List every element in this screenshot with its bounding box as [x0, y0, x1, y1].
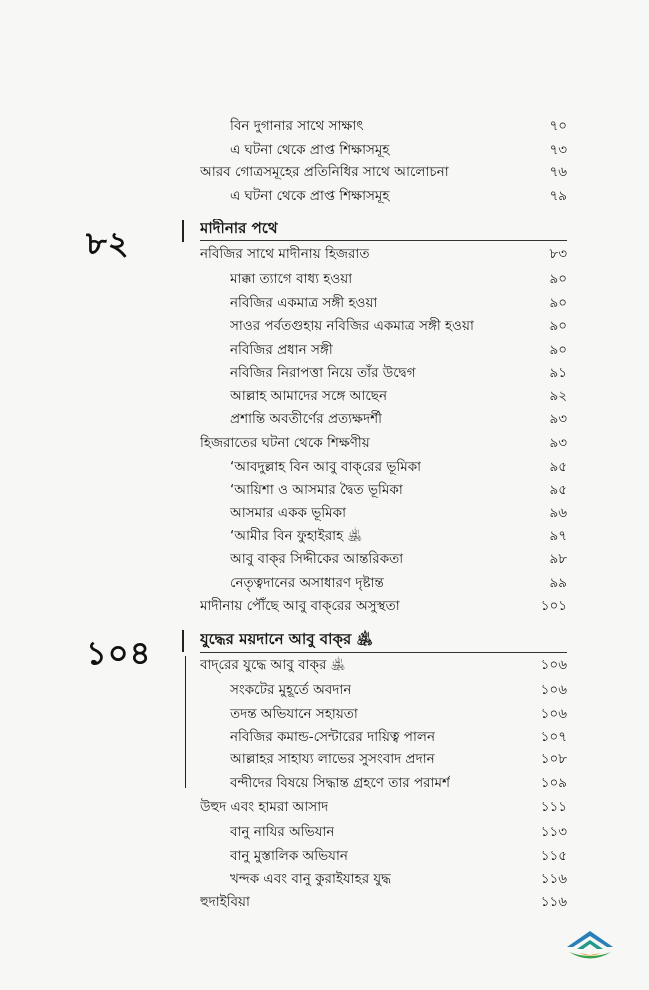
- toc-entry-page: ১১৫: [540, 848, 567, 864]
- toc-entry-page: ৯৩: [549, 411, 567, 427]
- toc-entry: [230, 847, 567, 865]
- toc-entry-page: ৯২: [549, 388, 567, 404]
- toc-entry-page: ৯৫: [549, 459, 567, 475]
- toc-entry: [230, 870, 567, 888]
- toc-entry-page: ৯৮: [549, 551, 567, 567]
- toc-entry-page: ৭৬: [549, 164, 567, 180]
- chapter-number: ১০৪: [86, 634, 152, 672]
- chapter-divider: [182, 220, 184, 242]
- toc-entry-title: মাদীনায় পৌঁছে আবু বাক্‌রের অসুস্থতা: [200, 598, 400, 614]
- toc-entry-title: নবিজির সাথে মাদীনায় হিজরাত: [200, 246, 370, 262]
- toc-entry: [230, 527, 567, 545]
- toc-entry: [230, 728, 567, 746]
- toc-entry-title: আল্লাহ আমাদের সঙ্গে আছেন: [230, 388, 388, 404]
- toc-entry: [230, 750, 567, 768]
- toc-entry-page: ৯৯: [549, 575, 567, 591]
- toc-entry-page: ৯০: [549, 295, 567, 311]
- toc-entry-title: বানু মুস্তালিক অভিযান: [230, 848, 348, 864]
- toc-entry-title: তদন্ত অভিযানে সহায়তা: [230, 706, 358, 722]
- chapter-rule: [200, 652, 567, 653]
- toc-entry-title: আসমার একক ভূমিকা: [230, 505, 347, 521]
- toc-entry-title: বিন দুগানার সাথে সাক্ষাৎ: [230, 118, 364, 134]
- toc-entry-page: ৯৭: [549, 528, 567, 544]
- toc-entry: [230, 550, 567, 568]
- toc-entry: [200, 163, 567, 181]
- toc-entry-title: এ ঘটনা থেকে প্রাপ্ত শিক্ষাসমূহ: [230, 142, 390, 158]
- toc-entry: [230, 117, 567, 135]
- toc-entry-title: নবিজির নিরাপত্তা নিয়ে তাঁর উদ্বেগ: [230, 365, 416, 381]
- toc-entry-title: নবিজির কমান্ড-সেন্টারের দায়িত্ব পালন: [230, 729, 436, 745]
- chapter-number: ৮২: [86, 224, 130, 262]
- chapter-divider: [182, 630, 184, 652]
- toc-entry-page: ১০৬: [540, 657, 567, 673]
- toc-entry: [230, 504, 567, 522]
- toc-entry: [230, 574, 567, 592]
- toc-entry-page: ১০৭: [540, 729, 567, 745]
- chapter-title: যুদ্ধের ময়দানে আবু বাক্‌র ﵁: [200, 630, 373, 648]
- toc-entry-page: ১০৮: [540, 751, 567, 767]
- chapter-title: মাদীনার পথে: [200, 219, 278, 237]
- toc-entry: [230, 774, 567, 792]
- toc-entry-page: ১১৩: [540, 824, 567, 840]
- toc-entry-title: হুদাইবিয়া: [200, 894, 250, 910]
- toc-entry-page: ৯৫: [549, 482, 567, 498]
- toc-entry-title: ‘আয়িশা ও আসমার দ্বৈত ভূমিকা: [230, 482, 403, 498]
- toc-entry: [200, 893, 567, 911]
- toc-entry-page: ৯৬: [549, 505, 567, 521]
- publisher-logo-icon: [563, 925, 617, 965]
- chapter-rule: [200, 240, 567, 241]
- toc-entry-title: এ ঘটনা থেকে প্রাপ্ত শিক্ষাসমূহ: [230, 188, 390, 204]
- toc-entry: [230, 317, 567, 335]
- toc-entry: [230, 341, 567, 359]
- toc-entry-page: ১১৬: [540, 894, 567, 910]
- toc-entry: [200, 798, 567, 816]
- toc-entry-title: নবিজির একমাত্র সঙ্গী হওয়া: [230, 295, 378, 311]
- toc-entry-title: উহুদ এবং হামরা আসাদ: [200, 799, 329, 815]
- toc-entry: [230, 458, 567, 476]
- toc-entry: [230, 270, 567, 288]
- toc-entry: [200, 597, 567, 615]
- section-bar: [185, 656, 186, 788]
- toc-entry-title: নবিজির প্রধান সঙ্গী: [230, 342, 333, 358]
- toc-entry-title: বাদ্‌রের যুদ্ধে আবু বাক্‌র ﵁: [200, 657, 346, 673]
- toc-entry-title: মাক্কা ত্যাগে বাধ্য হওয়া: [230, 271, 353, 287]
- toc-entry-page: ১০৯: [540, 775, 567, 791]
- toc-entry-title: খন্দক এবং বানু কুরাইযাহর যুদ্ধ: [230, 871, 392, 887]
- toc-entry-page: ৭৩: [549, 142, 567, 158]
- toc-entry: [230, 705, 567, 723]
- toc-entry-page: ৯০: [549, 318, 567, 334]
- toc-entry-title: প্রশান্তি অবতীর্ণের প্রত্যক্ষদর্শী: [230, 411, 382, 427]
- toc-entry-page: ১০৬: [540, 706, 567, 722]
- toc-entry-title: সংকটের মুহূর্তে অবদান: [230, 682, 352, 698]
- toc-entry: [230, 410, 567, 428]
- toc-entry-title: হিজরাতের ঘটনা থেকে শিক্ষণীয়: [200, 435, 370, 451]
- toc-entry: [230, 187, 567, 205]
- toc-entry-page: ৯০: [549, 271, 567, 287]
- toc-entry-title: নেতৃত্বদানের অসাধারণ দৃষ্টান্ত: [230, 575, 384, 591]
- toc-entry-title: ‘আমীর বিন ফুহাইরাহ ﵁: [230, 528, 363, 544]
- toc-entry: [230, 681, 567, 699]
- toc-entry: [200, 245, 567, 263]
- toc-entry: [230, 387, 567, 405]
- toc-entry-page: ১১৬: [540, 871, 567, 887]
- toc-entry-title: বানু নাযির অভিযান: [230, 824, 335, 840]
- toc-entry-page: ৯৩: [549, 435, 567, 451]
- toc-entry-page: ১০৬: [540, 682, 567, 698]
- toc-entry-page: ৯০: [549, 342, 567, 358]
- toc-entry-page: ১০১: [540, 598, 567, 614]
- toc-entry: [230, 823, 567, 841]
- toc-entry-page: ১১১: [540, 799, 567, 815]
- toc-entry-title: আরব গোত্রসমূহের প্রতিনিধির সাথে আলোচনা: [200, 164, 449, 180]
- chapter-heading: [200, 630, 567, 648]
- toc-entry-title: আল্লাহর সাহায্য লাভের সুসংবাদ প্রদান: [230, 751, 435, 767]
- toc-entry: [230, 481, 567, 499]
- toc-entry-page: ৯১: [549, 365, 567, 381]
- toc-entry-title: সাওর পর্বতগুহায় নবিজির একমাত্র সঙ্গী হওয়া: [230, 318, 474, 334]
- toc-entry: [230, 364, 567, 382]
- toc-entry: [200, 656, 567, 674]
- chapter-heading: [200, 219, 567, 237]
- toc-entry: [230, 141, 567, 159]
- toc-entry-title: আবু বাক্‌র সিদ্দীকের আন্তরিকতা: [230, 551, 404, 567]
- toc-entry: [200, 434, 567, 452]
- toc-entry-page: ৮৩: [549, 246, 567, 262]
- toc-entry-page: ৭৯: [549, 188, 567, 204]
- toc-entry-title: ‘আবদুল্লাহ বিন আবু বাক্‌রের ভূমিকা: [230, 459, 422, 475]
- toc-entry-page: ৭০: [549, 118, 567, 134]
- toc-entry: [230, 294, 567, 312]
- toc-entry-title: বন্দীদের বিষয়ে সিদ্ধান্ত গ্রহণে তার পরামর্শ: [230, 775, 450, 791]
